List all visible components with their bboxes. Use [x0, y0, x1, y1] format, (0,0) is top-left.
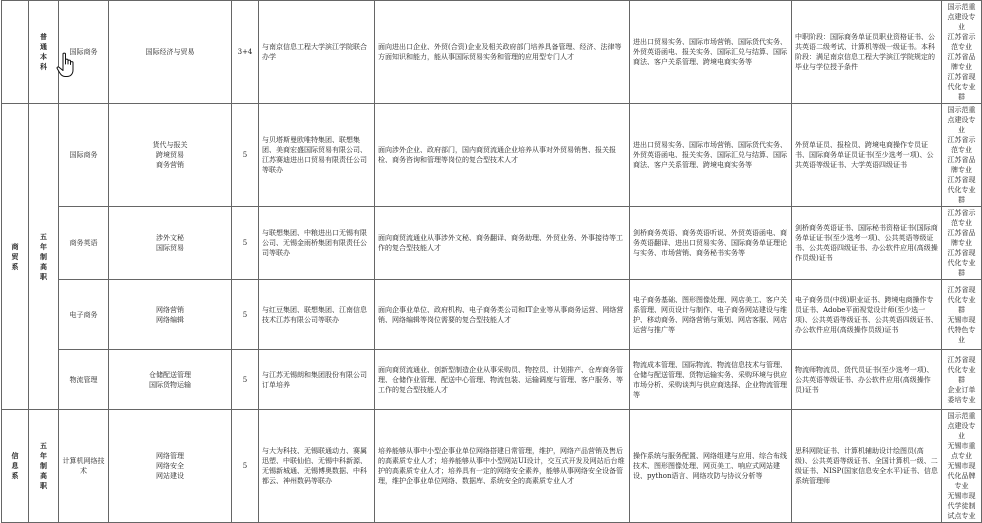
certs-cell: 物流师物流员、货代员证书(至少选考一项)、公共英语等级证书、办公软件应用(高级操作员)证书 [792, 350, 942, 410]
courses-cell: 操作系统与服务配置、网络组建与应用、综合布线技术、图形图像处理、网页美工、响应式网站建设、python语言、网络攻防与协议分析等 [630, 410, 792, 523]
vertical-char: 息 [11, 461, 19, 470]
goal-cell: 面向商贸流通业从事涉外文秘、商务翻译、商务助理、外贸业务、外事接待等工作的复合型技能人才 [375, 207, 630, 280]
majors-cell: 网络营销 网络编辑 [109, 280, 232, 350]
vertical-char: 五 [40, 441, 47, 450]
level-cell [29, 410, 59, 523]
years-cell: 5 [232, 280, 259, 350]
certs-cell: 中职阶段：国际商务单证员职业资格证书、公共英语二级考试、计算机等级一级证书。本科阶段：满足南京信息工程大学滨江学院规定的毕业与学位授予条件 [792, 1, 942, 104]
bases-cell: 江苏省现代化专业群 企业订单委培专业 [942, 350, 982, 410]
partners-cell: 与江苏无锡朗和集团股份有限公司订单培养 [259, 350, 375, 410]
vertical-char: 系 [11, 471, 19, 480]
certs-cell: 外贸单证员、报检员、跨境电商操作专员证书、国际商务单证员证书(至少选考一项)、公共英语等级证书、大学英语四级证书 [792, 104, 942, 207]
courses-cell: 进出口贸易实务、国际市场营销、国际货代实务、外贸英语函电、报关实务、国际汇兑与结算、国际商法、客户关系管理、跨境电商实务等 [630, 104, 792, 207]
courses-cell: 电子商务基础、图形图像处理、网店美工、客户关系管理、网页设计与制作、电子商务网站建设与维护、移动商务、网络营销与策划、网店客服、网店运营与推广等 [630, 280, 792, 350]
goal-cell: 面向商贸流通业、创新型制造企业从事采购员、物控员、计划排产、仓库商务管理、仓储作业管理、配送中心管理、物流包装、运输调度与管理、客户服务、等工作的复合型技能人才 [375, 350, 630, 410]
goal-cell: 面向企事业单位、政府机构、电子商务类公司和IT企业等从事商务运营、网络营销、网络编辑等岗位需要的复合型技能人才 [375, 280, 630, 350]
vertical-char: 职 [40, 271, 47, 281]
vertical-char: 信 [11, 451, 19, 460]
cluster-cell: 商务英语 [59, 207, 109, 280]
goal-cell: 面向涉外企业、政府部门，国内商贸流通企业培养从事对外贸易销售、报关报检、商务咨询和管理等岗位的复合型技术人才 [375, 104, 630, 207]
vertical-char: 科 [40, 62, 47, 71]
vertical-char: 系 [11, 261, 19, 271]
partners-cell: 与南京信息工程大学滨江学院联合办学 [259, 1, 375, 104]
cluster-cell: 国际商务 [59, 1, 109, 104]
courses-cell: 进出口贸易实务、国际市场营销、国际货代实务、外贸英语函电、报关实务、国际汇兑与结算、国际商法、客户关系管理、跨境电商实务等 [630, 1, 792, 104]
vertical-char: 高 [40, 471, 47, 480]
table-row [2, 1, 982, 104]
majors-cell: 仓储配送管理 国际货物运输 [109, 350, 232, 410]
vertical-char: 商 [11, 241, 19, 251]
certs-cell: 思科网院证书、计算机辅助设计绘图员(高级)、公共英语等级证书、全国计算机一级、二级证书、NISP(国家信息安全水平)证书、信息系统管理师 [792, 410, 942, 523]
dept-cell [2, 410, 29, 523]
table-row [2, 350, 982, 410]
cluster-cell: 物流管理 [59, 350, 109, 410]
vertical-char: 普 [40, 32, 47, 41]
program-table [1, 0, 982, 523]
vertical-char: 高 [40, 261, 47, 271]
years-cell: 5 [232, 410, 259, 523]
vertical-char: 职 [40, 481, 47, 490]
level-cell [29, 1, 59, 104]
vertical-char: 年 [40, 241, 47, 251]
partners-cell: 与联想集团、中粮进出口无锡有限公司、无锡金雨桥集团有限责任公司等联办 [259, 207, 375, 280]
level-cell [29, 104, 59, 410]
majors-cell: 货代与报关 跨境贸易 商务营销 [109, 104, 232, 207]
cluster-cell: 计算机网络技术 [59, 410, 109, 523]
hand-pointer-icon [56, 52, 78, 78]
certs-cell: 电子商务员(中级)职业证书、跨境电商操作专员证书、Adobe平面视觉设计师(至少选一项)、公共英语等级证书、公共英语四级证书、办公软件应用(高级操作员级)证书 [792, 280, 942, 350]
level-text [38, 232, 50, 282]
majors-cell: 国际经济与贸易 [109, 1, 232, 104]
vertical-char: 五 [40, 231, 47, 241]
majors-cell: 涉外文秘 国际贸易 [109, 207, 232, 280]
courses-cell: 剑桥商务英语、商务英语听说、外贸英语函电、商务英语翻译、进出口贸易实务、国际商务单证理论与实务、市场营销、商务秘书实务等 [630, 207, 792, 280]
dept-text [9, 242, 21, 272]
partners-cell: 与贝塔斯曼欧唯特集团、联想集团、美商宏盛国际贸易有限公司、江苏赛迪进出口贸易有限责任公司等联办 [259, 104, 375, 207]
bases-cell: 江苏省示范专业 江苏省品牌专业 江苏省现代化专业群 [942, 207, 982, 280]
vertical-char: 贸 [11, 251, 19, 261]
years-cell: 5 [232, 104, 259, 207]
table-row [2, 280, 982, 350]
goal-cell: 面向进出口企业、外贸(合资)企业及相关政府部门培养具备管理、经济、法律等方面知识和能力，能从事国际贸易实务和管理的应用型专门人才 [375, 1, 630, 104]
dept-cell [2, 104, 29, 410]
majors-cell: 网络管理 网络安全 网站建设 [109, 410, 232, 523]
level-text [38, 32, 50, 72]
years-cell: 5 [232, 350, 259, 410]
level-text [38, 441, 50, 491]
partners-cell: 与红豆集团、联想集团、江南信息技术江苏有限公司等联办 [259, 280, 375, 350]
partners-cell: 与大为科技、无锡联通动力、赛属迅塑、中联仙伯、无锡中科新源、无锡新城通、无锡博奥数据、中科都云、神州数码等联办 [259, 410, 375, 523]
table-row [2, 410, 982, 523]
table-row [2, 207, 982, 280]
vertical-char: 通 [40, 42, 47, 51]
bases-cell: 国示范重点建设专业 江苏省示范专业 江苏省品牌专业 江苏省现代化专业群 [942, 104, 982, 207]
years-cell: 5 [232, 207, 259, 280]
dept-cell-empty [2, 1, 29, 104]
courses-cell: 物流成本管理、国际物流、物流信息技术与管理、仓储与配送管理、货物运输实务、采购环境与供应市场分析、采购谈判与供应商选择、企业物流管理等 [630, 350, 792, 410]
vertical-char: 制 [40, 461, 47, 470]
cluster-cell: 电子商务 [59, 280, 109, 350]
vertical-char: 年 [40, 451, 47, 460]
table-row [2, 104, 982, 207]
bases-cell: 江苏省现代化专业群 无锡市现代特色专业 [942, 280, 982, 350]
vertical-char: 本 [40, 52, 47, 61]
vertical-char: 制 [40, 251, 47, 261]
years-cell: 3+4 [232, 1, 259, 104]
dept-text [9, 451, 21, 481]
cluster-cell: 国际商务 [59, 104, 109, 207]
bases-cell: 国示范重点建设专业 无锡市重点专业 无锡市现代化品牌专业 无锡市现代学徒制试点专业 [942, 410, 982, 523]
bases-cell: 国示范重点建设专业 江苏省示范专业 江苏省品牌专业 江苏省现代化专业群 [942, 1, 982, 104]
certs-cell: 剑桥商务英语证书、国际秘书资格证书(国际商务单证证书(至少选考一项)、公共英语等级证书、公共英语四级证书、办公软件应用(高级操作员级)证书 [792, 207, 942, 280]
goal-cell: 培养能够从事中小型企事业单位网络搭建日常管理，维护，网络产品营销及售后的高素质专业人才；培养能够从事中小型网站UI设计，交互式开发及网站后台维护的高素质专业人才；培养具有一定的网络安全素养，能够从事网络安全设备管理，维护企事业单位网络、数据库、系统安全的高素质专业人才 [375, 410, 630, 523]
